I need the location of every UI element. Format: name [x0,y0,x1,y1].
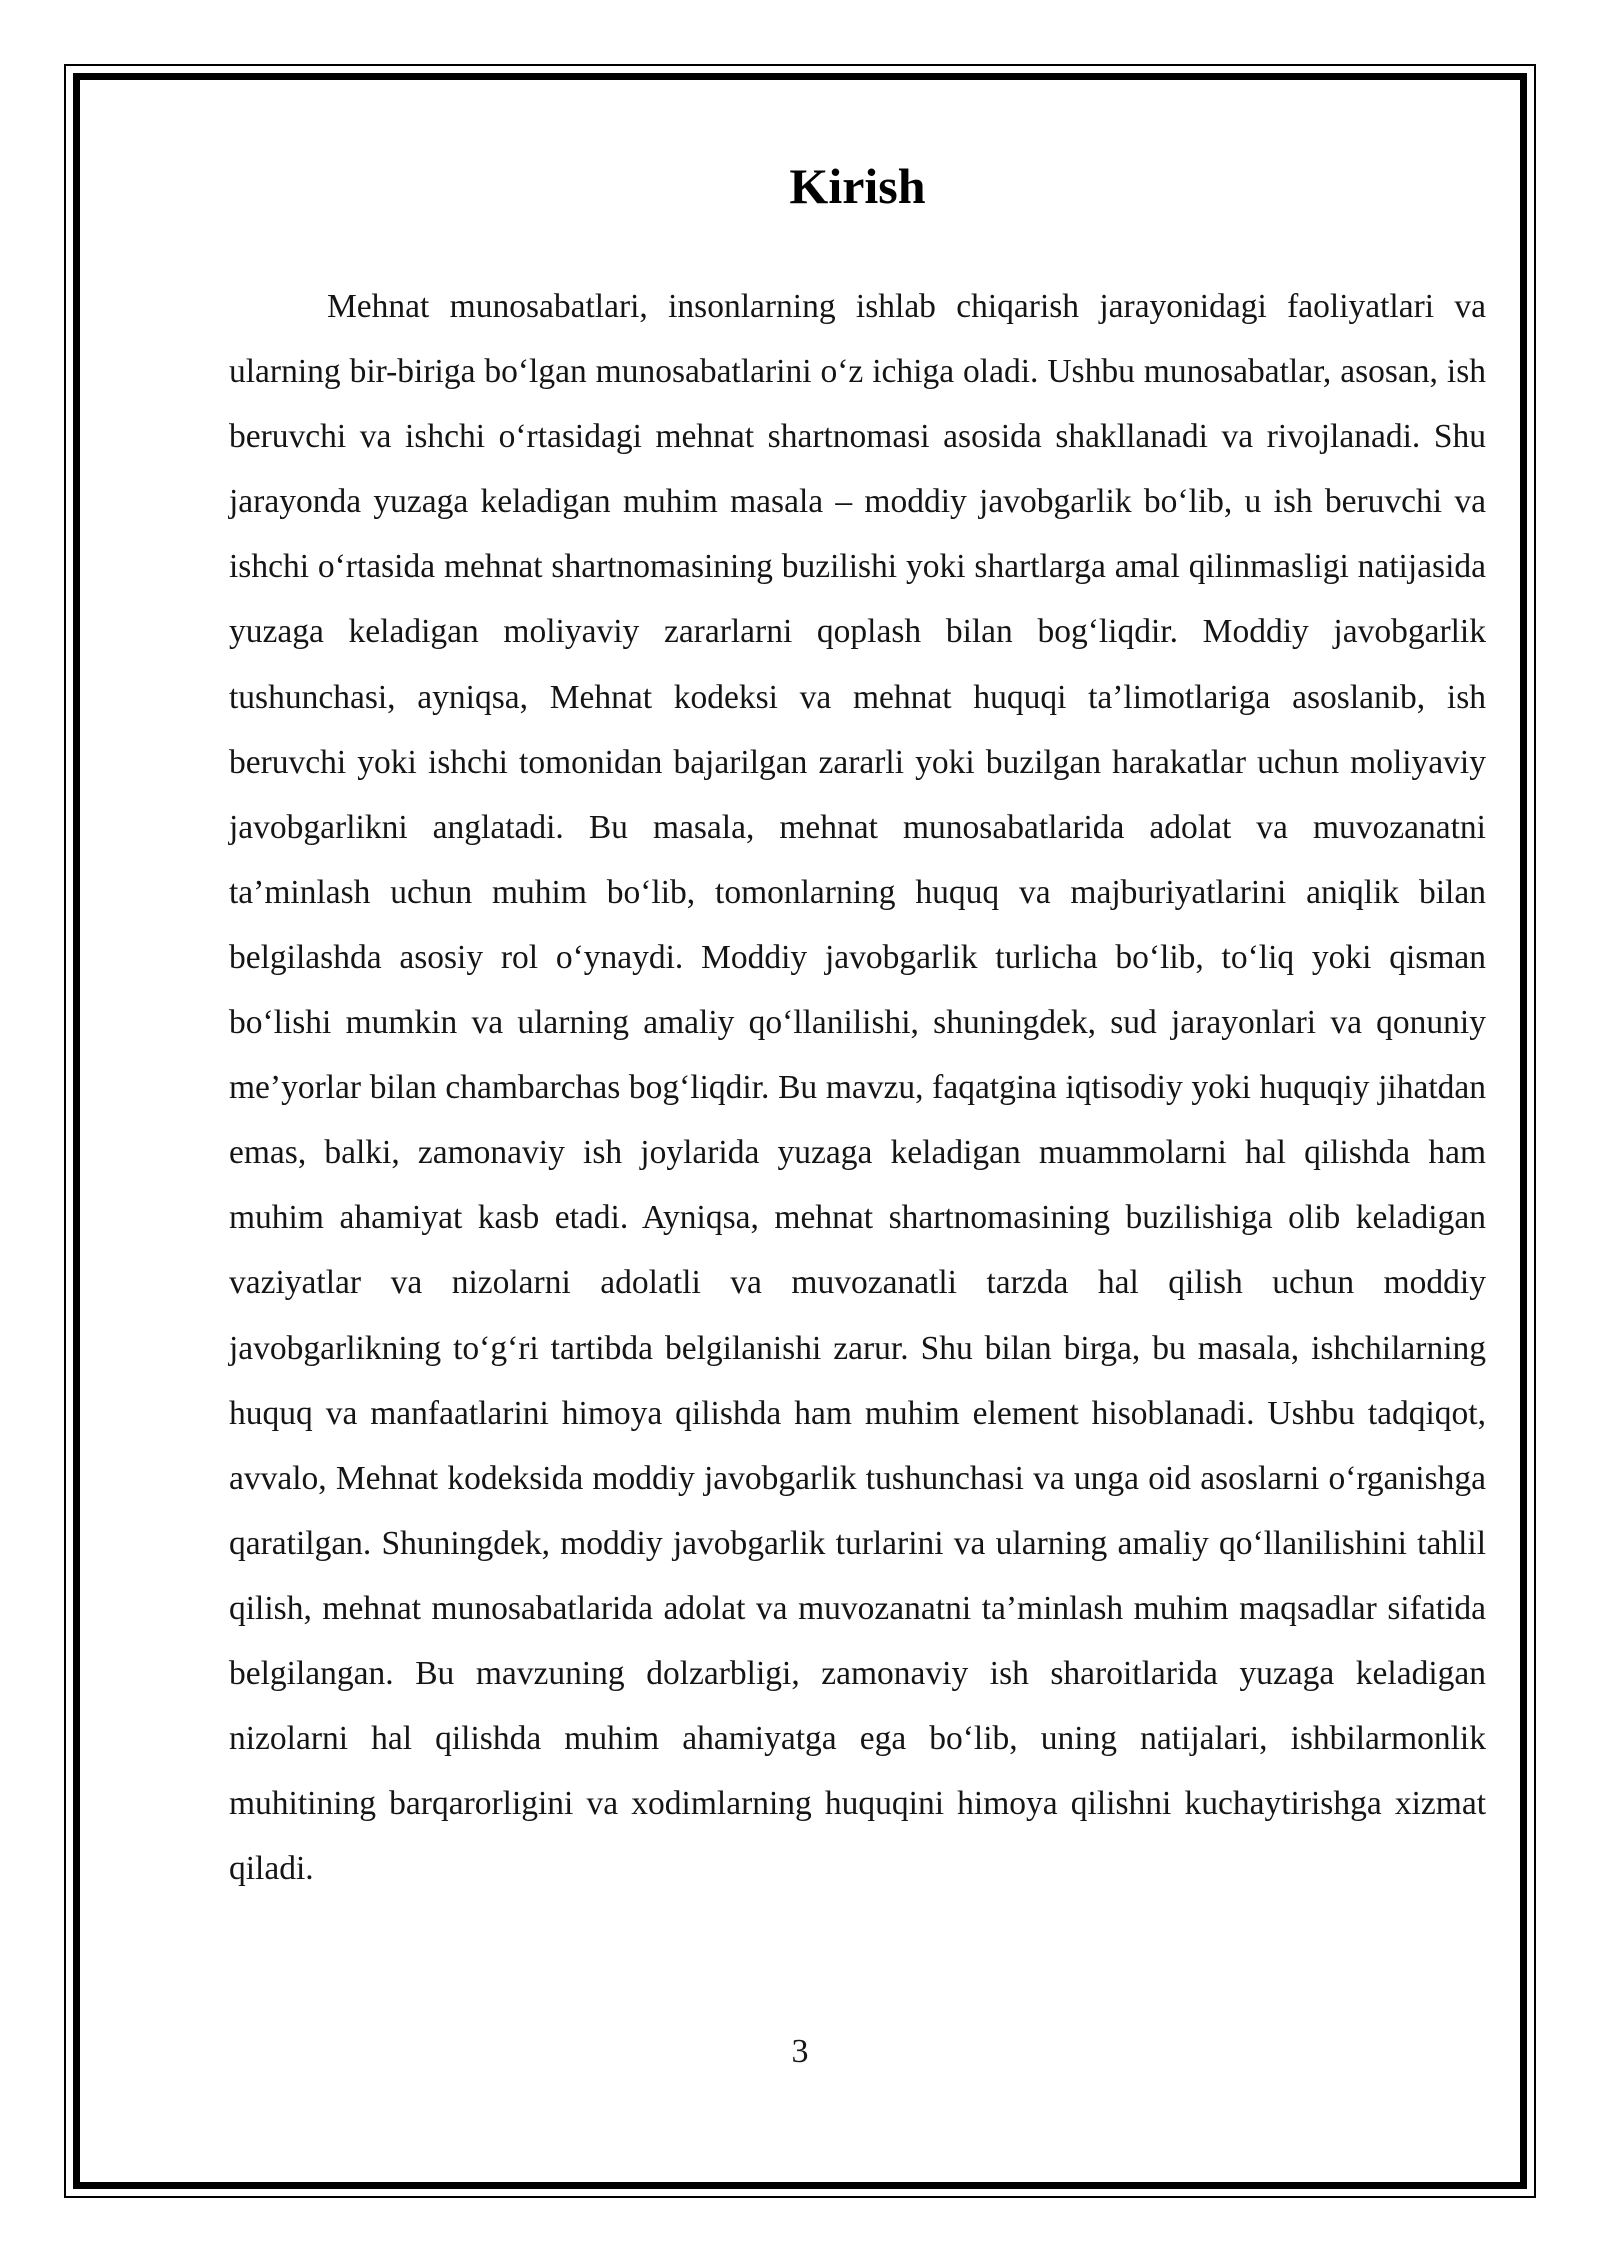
page-number: 3 [791,2033,809,2070]
page-title: Kirish [789,158,926,214]
page-content [229,150,1486,1901]
body-paragraph: Mehnat munosabatlari, insonlarning ishlab chiqarish jarayonidagi faoliyatlari va ularning bir-biriga boʻlgan munosabatlarini oʻz ichiga oladi. Ushbu munosabatlar, asosan, ish beruvchi va ishchi oʻrtasidagi mehnat shartnomasi asosida shakllanadi va rivojlanadi. Shu jarayonda yuzaga keladigan muhim masala – moddiy javobgarlik boʻlib, u ish beruvchi va ishchi oʻrtasida mehnat shartnomasining buzilishi yoki shartlarga amal qilinmasligi natijasida yuzaga keladigan moliyaviy zararlarni qoplash bilan bogʻliqdir. Moddiy javobgarlik tushunchasi, ayniqsa, Mehnat kodeksi va mehnat huquqi ta’limotlariga asoslanib, ish beruvchi yoki ishchi tomonidan bajarilgan zararli yoki buzilgan harakatlar uchun moliyaviy javobgarlikni anglatadi. Bu masala, mehnat munosabatlarida adolat va muvozanatni ta’minlash uchun muhim boʻlib, tomonlarning huquq va majburiyatlarini aniqlik bilan belgilashda asosiy rol oʻynaydi. Moddiy javobgarlik turlicha boʻlib, toʻliq yoki qisman boʻlishi mumkin va ularning amaliy qoʻllanilishi, shuningdek, sud jarayonlari va qonuniy me’yorlar bilan chambarchas bogʻliqdir. Bu mavzu, faqatgina iqtisodiy yoki huquqiy jihatdan emas, balki, zamonaviy ish joylarida yuzaga keladigan muammolarni hal qilishda ham muhim ahamiyat kasb etadi. Ayniqsa, mehnat shartnomasining buzilishiga olib keladigan vaziyatlar va nizolarni adolatli va muvozanatli tarzda hal qilish uchun moddiy javobgarlikning toʻgʻri tartibda belgilanishi zarur. Shu bilan birga, bu masala, ishchilarning huquq va manfaatlarini himoya qilishda ham muhim element hisoblanadi. Ushbu tadqiqot, avvalo, Mehnat kodeksida moddiy javobgarlik tushunchasi va unga oid asoslarni oʻrganishga qaratilgan. Shuningdek, moddiy javobgarlik turlarini va ularning amaliy qoʻllanilishini tahlil qilish, mehnat munosabatlarida adolat va muvozanatni ta’minlash muhim maqsadlar sifatida belgilangan. Bu mavzuning dolzarbligi, zamonaviy ish sharoitlarida yuzaga keladigan nizolarni hal qilishda muhim ahamiyatga ega boʻlib, uning natijalari, ishbilarmonlik muhitining barqarorligini va xodimlarning huquqini himoya qilishni kuchaytirishga xizmat qiladi. [229,288,1486,1888]
